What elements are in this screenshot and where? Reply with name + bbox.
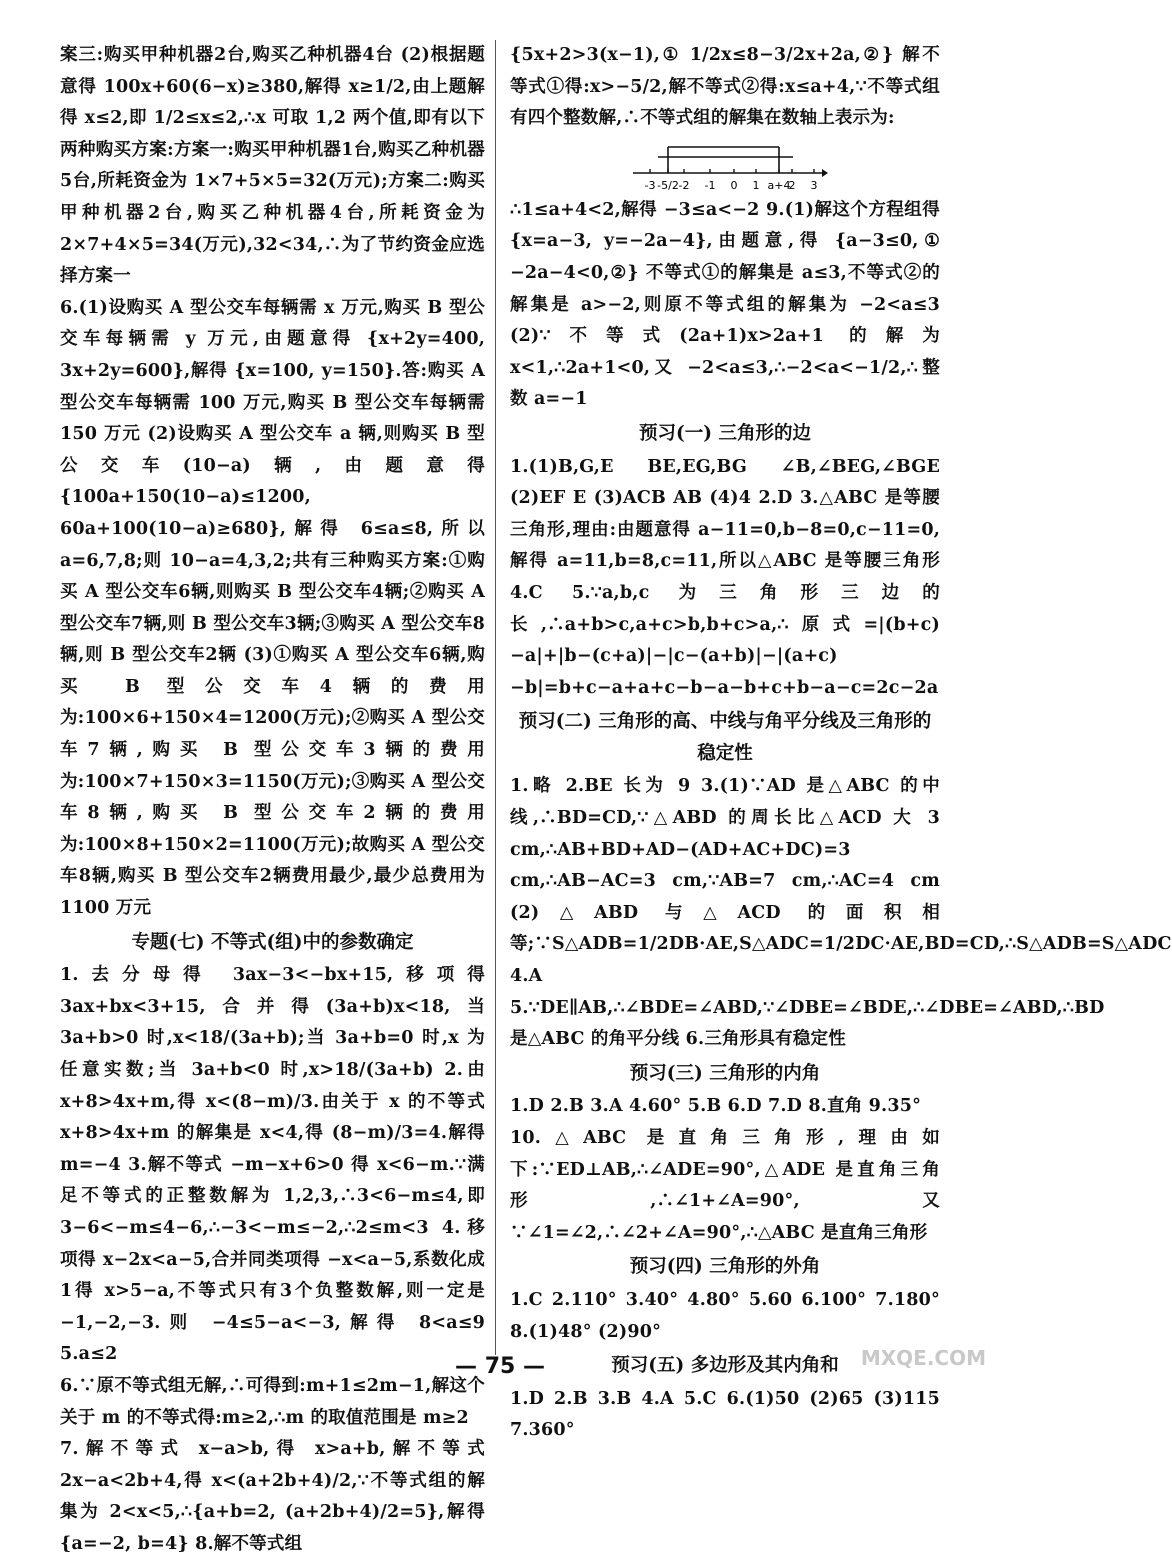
number-line-label: a+4 [767,178,791,192]
answer-block: 1.略 2.BE 长为 9 3.(1)∵AD 是△ABC 的中线,∴BD=CD,∵△ABD 的周长比△ACD 大 3 cm,∴AB+BD+AD−(AD+AC+DC)=3 cm,∴AB−AC=3 cm,∵AB=7 cm,∴AC=4 cm (2)△ABD 与△ACD 的面积相等;∵S△ADB=1/2DB·AE,S△ADC=1/2DC·AE,BD=CD,∴S△ADB=S△ADC 4.A [510,776,1172,987]
number-line-label: 0 [730,178,738,192]
number-line-label: -3 [644,178,656,192]
right-column [510,40,1172,1447]
section-heading: 预习(五) 多边形及其内角和 [611,1355,839,1377]
answer-block: 10.△ABC 是直角三角形,理由如下:∵ED⊥AB,∴∠ADE=90°,△ADE 是直角三角形,∴∠1+∠A=90°,又∵∠1=∠2,∴∠2+∠A=90°,∴△ABC 是直角三角形 [510,1128,940,1243]
left-column [60,40,485,1561]
answer-block: 5.∵DE∥AB,∴∠BDE=∠ABD,∵∠DBE=∠BDE,∴∠DBE=∠ABD,∴BD 是△ABC 的角平分线 6.三角形具有稳定性 [510,997,1105,1050]
answer-block: 案三:购买甲种机器2台,购买乙种机器4台 (2)根据题意得 100x+60(6−x)≥380,解得 x≥1/2,由上题解得 x≤2,即 1/2≤x≤2,∴x 可取 1,2 两个值,即有以下两种购买方案:方案一:购买甲种机器1台,购买乙种机器5台,所耗资金为 1×7+5×5=32(万元);方案二:购买甲种机器2台,购买乙种机器4台,所耗资金为 2×7+4×5=34(万元),32<34,∴为了节约资金应选择方案一 [60,45,485,287]
answer-block: 1.C 2.110° 3.40° 4.80° 5.60 6.100° 7.180° 8.(1)48° (2)90° [510,1289,940,1342]
answer-block: 6.∵原不等式组无解,∴可得到:m+1≤2m−1,解这个关于 m 的不等式得:m≥2,∴m 的取值范围是 m≥2 [60,1375,485,1428]
answer-block: ∴1≤a+4<2,解得 −3≤a<−2 9.(1)解这个方程组得 {x=a−3, y=−2a−4},由题意,得 {a−3≤0,① −2a−4<0,②} 不等式①的解集是 a≤3,不等式②的解集是 a>−2,则原不等式组的解集为 −2<a≤3 (2)∵不等式(2a+1)x>2a+1 的解为 x<1,∴2a+1<0,又 −2<a≤3,∴−2<a<−1/2,∴整数 a=−1 [510,199,940,410]
section-heading: 预习(一) 三角形的边 [639,422,811,444]
number-line-figure [628,137,828,193]
number-line-label: 3 [810,178,818,192]
number-line-label: -5/2 [657,178,679,192]
answer-block: 1.去分母得 3ax−3<−bx+15,移项得 3ax+bx<3+15,合并得(3a+b)x<18,当 3a+b>0 时,x<18/(3a+b);当 3a+b=0 时,x 为任意实数;当 3a+b<0 时,x>18/(3a+b) 2.由 x+8>4x+m,得 x<(8−m)/3.由关于 x 的不等式 x+8>4x+m 的解集是 x<4,得 (8−m)/3=4.解得 m=−4 3.解不等式 −m−x+6>0 得 x<6−m.∵满足不等式的正整数解为 1,2,3,∴3<6−m≤4,即 3−6<−m≤4−6,∴−3<−m≤−2,∴2≤m<3 4.移项得 x−2x<a−5,合并同类项得 −x<a−5,系数化成1得 x>5−a,不等式只有3个负整数解,则一定是 −1,−2,−3.则 −4≤5−a<−3,解得 8<a≤9 5.a≤2 [60,965,485,1365]
answer-block: 1.(1)B,G,E BE,EG,BG ∠B,∠BEG,∠BGE (2)EF E (3)ACB AB (4)4 2.D 3.△ABC 是等腰三角形,理由:由题意得 a−11=0,b−8=0,c−11=0,解得 a=11,b=8,c=11,所以△ABC 是等腰三角形 4.C 5.∵a,b,c 为三角形三边的长,∴a+b>c,a+c>b,b+c>a,∴原式=|(b+c)−a|+|b−(c+a)|−|c−(a+b)|−|(a+c)−b|=b+c−a+a+c−b−a−b+c+b−a−c=2c−2a [510,456,940,698]
answer-block: {5x+2>3(x−1),① 1/2x≤8−3/2x+2a,②} 解不等式①得:x>−5/2,解不等式②得:x≤a+4,∵不等式组有四个整数解,∴不等式组的解集在数轴上表示为: [510,45,940,129]
number-line-label: 2 [788,178,796,192]
section-heading: 专题(七) 不等式(组)中的参数确定 [131,931,414,953]
answer-block: 1.D 2.B 3.B 4.A 5.C 6.(1)50 (2)65 (3)115 7.360° [510,1388,940,1441]
arrow-icon [822,169,828,177]
page-number: — 75 — [455,1354,545,1379]
column-divider [495,40,496,1355]
answer-block: 7.解不等式 x−a>b,得 x>a+b,解不等式 2x−a<2b+4,得 x<(a+2b+4)/2,∵不等式组的解集为 2<x<5,∴{a+b=2, (a+2b+4)/2=5},解得 {a=−2, b=4} 8.解不等式组 [60,1439,485,1554]
number-line-label: -2 [678,178,690,192]
section-heading: 预习(三) 三角形的内角 [629,1062,821,1084]
section-heading: 预习(四) 三角形的外角 [629,1256,821,1278]
answer-block: 6.(1)设购买 A 型公交车每辆需 x 万元,购买 B 型公交车每辆需 y 万元,由题意得 {x+2y=400, 3x+2y=600},解得 {x=100, y=150}.答:购买 A 型公交车每辆需 100 万元,购买 B 型公交车每辆需 150 万元 (2)设购买 A 型公交车 a 辆,则购买 B 型公交车(10−a)辆,由题意得 {100a+150(10−a)≤1200, 60a+100(10−a)≥680},解得 6≤a≤8,所以 a=6,7,8;则 10−a=4,3,2;共有三种购买方案:①购买 A 型公交车6辆,则购买 B 型公交车4辆;②购买 A 型公交车7辆,则 B 型公交车3辆;③购买 A 型公交车8辆,则 B 型公交车2辆 (3)①购买 A 型公交车6辆,购买 B 型公交车4辆的费用为:100×6+150×4=1200(万元);②购买 A 型公交车7辆,购买 B 型公交车3辆的费用为:100×7+150×3=1150(万元);③购买 A 型公交车8辆,购买 B 型公交车2辆的费用为:100×8+150×2=1100(万元);故购买 A 型公交车8辆,购买 B 型公交车2辆费用最少,最少总费用为 1100 万元 [60,297,485,919]
section-heading: 预习(二) 三角形的高、中线与角平分线及三角形的稳定性 [518,711,932,764]
number-line-label: -1 [704,178,716,192]
watermark-text: MXQE.COM [860,1346,986,1370]
number-line-label: 1 [752,178,760,192]
answer-block: 1.D 2.B 3.A 4.60° 5.B 6.D 7.D 8.直角 9.35° [510,1096,922,1117]
